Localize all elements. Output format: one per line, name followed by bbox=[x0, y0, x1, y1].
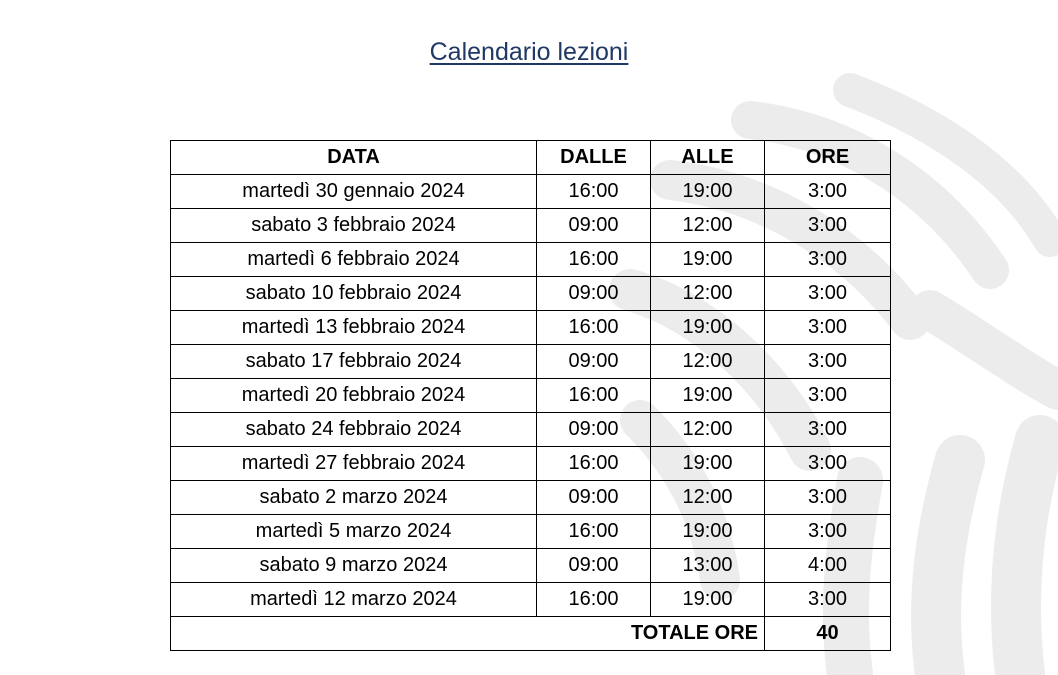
total-hours-value: 40 bbox=[765, 617, 891, 651]
table-row bbox=[171, 243, 891, 277]
cell-date: sabato 24 febbraio 2024 bbox=[171, 413, 537, 447]
cell-hours: 3:00 bbox=[765, 447, 891, 481]
cell-hours: 3:00 bbox=[765, 345, 891, 379]
cell-hours: 3:00 bbox=[765, 209, 891, 243]
cell-date: martedì 30 gennaio 2024 bbox=[171, 175, 537, 209]
table-row bbox=[171, 345, 891, 379]
column-header-from: DALLE bbox=[537, 141, 651, 175]
cell-date: sabato 17 febbraio 2024 bbox=[171, 345, 537, 379]
table-row bbox=[171, 515, 891, 549]
cell-date: martedì 5 marzo 2024 bbox=[171, 515, 537, 549]
table-row bbox=[171, 481, 891, 515]
table-row bbox=[171, 379, 891, 413]
cell-from: 16:00 bbox=[537, 583, 651, 617]
cell-date: martedì 20 febbraio 2024 bbox=[171, 379, 537, 413]
cell-date: martedì 27 febbraio 2024 bbox=[171, 447, 537, 481]
cell-to: 19:00 bbox=[651, 379, 765, 413]
cell-hours: 3:00 bbox=[765, 277, 891, 311]
cell-hours: 4:00 bbox=[765, 549, 891, 583]
table-row bbox=[171, 447, 891, 481]
cell-from: 09:00 bbox=[537, 209, 651, 243]
cell-hours: 3:00 bbox=[765, 515, 891, 549]
total-row bbox=[171, 617, 891, 651]
cell-from: 09:00 bbox=[537, 549, 651, 583]
total-hours-label: TOTALE ORE bbox=[171, 617, 765, 651]
cell-hours: 3:00 bbox=[765, 379, 891, 413]
lesson-schedule-table bbox=[170, 140, 891, 651]
cell-from: 09:00 bbox=[537, 277, 651, 311]
cell-hours: 3:00 bbox=[765, 175, 891, 209]
cell-to: 12:00 bbox=[651, 277, 765, 311]
table-row bbox=[171, 549, 891, 583]
table-header-row bbox=[171, 141, 891, 175]
cell-date: martedì 6 febbraio 2024 bbox=[171, 243, 537, 277]
cell-date: sabato 2 marzo 2024 bbox=[171, 481, 537, 515]
cell-to: 19:00 bbox=[651, 447, 765, 481]
cell-date: martedì 13 febbraio 2024 bbox=[171, 311, 537, 345]
cell-to: 19:00 bbox=[651, 243, 765, 277]
cell-to: 19:00 bbox=[651, 311, 765, 345]
cell-from: 16:00 bbox=[537, 379, 651, 413]
cell-to: 19:00 bbox=[651, 583, 765, 617]
cell-hours: 3:00 bbox=[765, 413, 891, 447]
column-header-hours: ORE bbox=[765, 141, 891, 175]
column-header-date: DATA bbox=[171, 141, 537, 175]
cell-to: 19:00 bbox=[651, 175, 765, 209]
cell-to: 12:00 bbox=[651, 481, 765, 515]
column-header-to: ALLE bbox=[651, 141, 765, 175]
cell-from: 16:00 bbox=[537, 243, 651, 277]
table-row bbox=[171, 209, 891, 243]
table-row bbox=[171, 311, 891, 345]
page-title: Calendario lezioni bbox=[429, 38, 629, 66]
cell-hours: 3:00 bbox=[765, 481, 891, 515]
table-row bbox=[171, 583, 891, 617]
cell-hours: 3:00 bbox=[765, 311, 891, 345]
cell-from: 09:00 bbox=[537, 413, 651, 447]
cell-hours: 3:00 bbox=[765, 243, 891, 277]
table-row bbox=[171, 277, 891, 311]
cell-date: sabato 10 febbraio 2024 bbox=[171, 277, 537, 311]
cell-from: 16:00 bbox=[537, 515, 651, 549]
cell-from: 16:00 bbox=[537, 447, 651, 481]
cell-from: 09:00 bbox=[537, 481, 651, 515]
cell-from: 09:00 bbox=[537, 345, 651, 379]
cell-to: 12:00 bbox=[651, 345, 765, 379]
cell-to: 13:00 bbox=[651, 549, 765, 583]
cell-to: 12:00 bbox=[651, 413, 765, 447]
cell-hours: 3:00 bbox=[765, 583, 891, 617]
cell-to: 12:00 bbox=[651, 209, 765, 243]
cell-to: 19:00 bbox=[651, 515, 765, 549]
cell-date: martedì 12 marzo 2024 bbox=[171, 583, 537, 617]
cell-date: sabato 9 marzo 2024 bbox=[171, 549, 537, 583]
cell-from: 16:00 bbox=[537, 175, 651, 209]
cell-date: sabato 3 febbraio 2024 bbox=[171, 209, 537, 243]
cell-from: 16:00 bbox=[537, 311, 651, 345]
table-row bbox=[171, 175, 891, 209]
table-row bbox=[171, 413, 891, 447]
